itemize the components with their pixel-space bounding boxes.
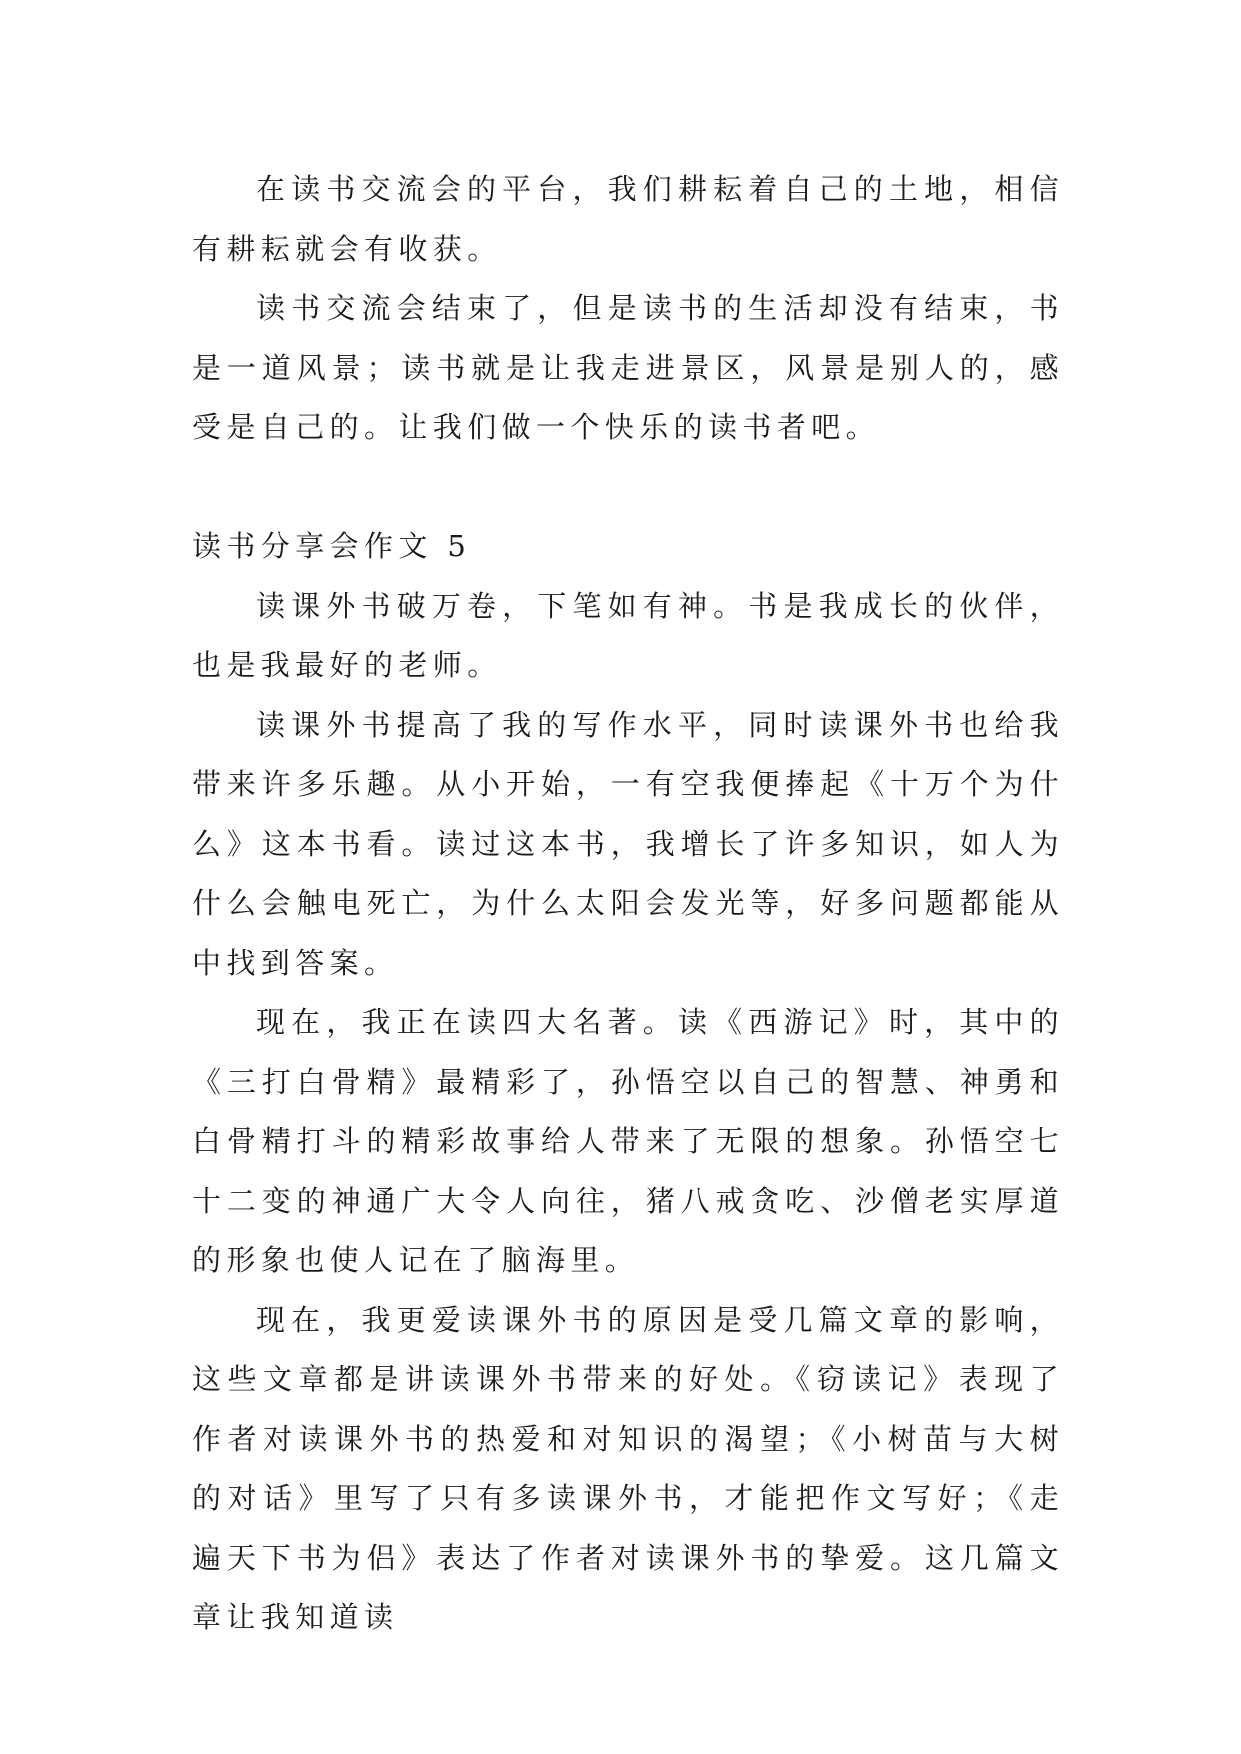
paragraph: 现在，我更爱读课外书的原因是受几篇文章的影响，这些文章都是讲读课外书带来的好处。《窃读记》表现了作者对读课外书的热爱和对知识的渴望；《小树苗与大树的对话》里写了只有多读课外书，才能把作文写好；《走遍天下书为侣》表达了作者对读课外书的挚爱。这几篇文章让我知道读 <box>192 1302 1064 1634</box>
paragraph: 读书交流会结束了，但是读书的生活却没有结束，书是一道风景；读书就是让我走进景区，风景是别人的，感受是自己的。让我们做一个快乐的读书者吧。 <box>192 291 1064 444</box>
paragraph: 现在，我正在读四大名著。读《西游记》时，其中的《三打白骨精》最精彩了，孙悟空以自己的智慧、神勇和白骨精打斗的精彩故事给人带来了无限的想象。孙悟空七十二变的神通广大令人向往，猪八戒贪吃、沙僧老实厚道的形象也使人记在了脑海里。 <box>192 1005 1064 1277</box>
paragraph: 读课外书提高了我的写作水平，同时读课外书也给我带来许多乐趣。从小开始，一有空我便捧起《十万个为什么》这本书看。读过这本书，我增长了许多知识，如人为什么会触电死亡，为什么太阳会发光等，好多问题都能从中找到答案。 <box>192 707 1064 980</box>
section-title: 读书分享会作文 5 <box>192 529 472 563</box>
paragraph: 读课外书破万卷，下笔如有神。书是我成长的伙伴，也是我最好的老师。 <box>192 588 1064 682</box>
document-body <box>192 160 1064 1648</box>
paragraph: 在读书交流会的平台，我们耕耘着自己的土地，相信有耕耘就会有收获。 <box>192 172 1064 266</box>
